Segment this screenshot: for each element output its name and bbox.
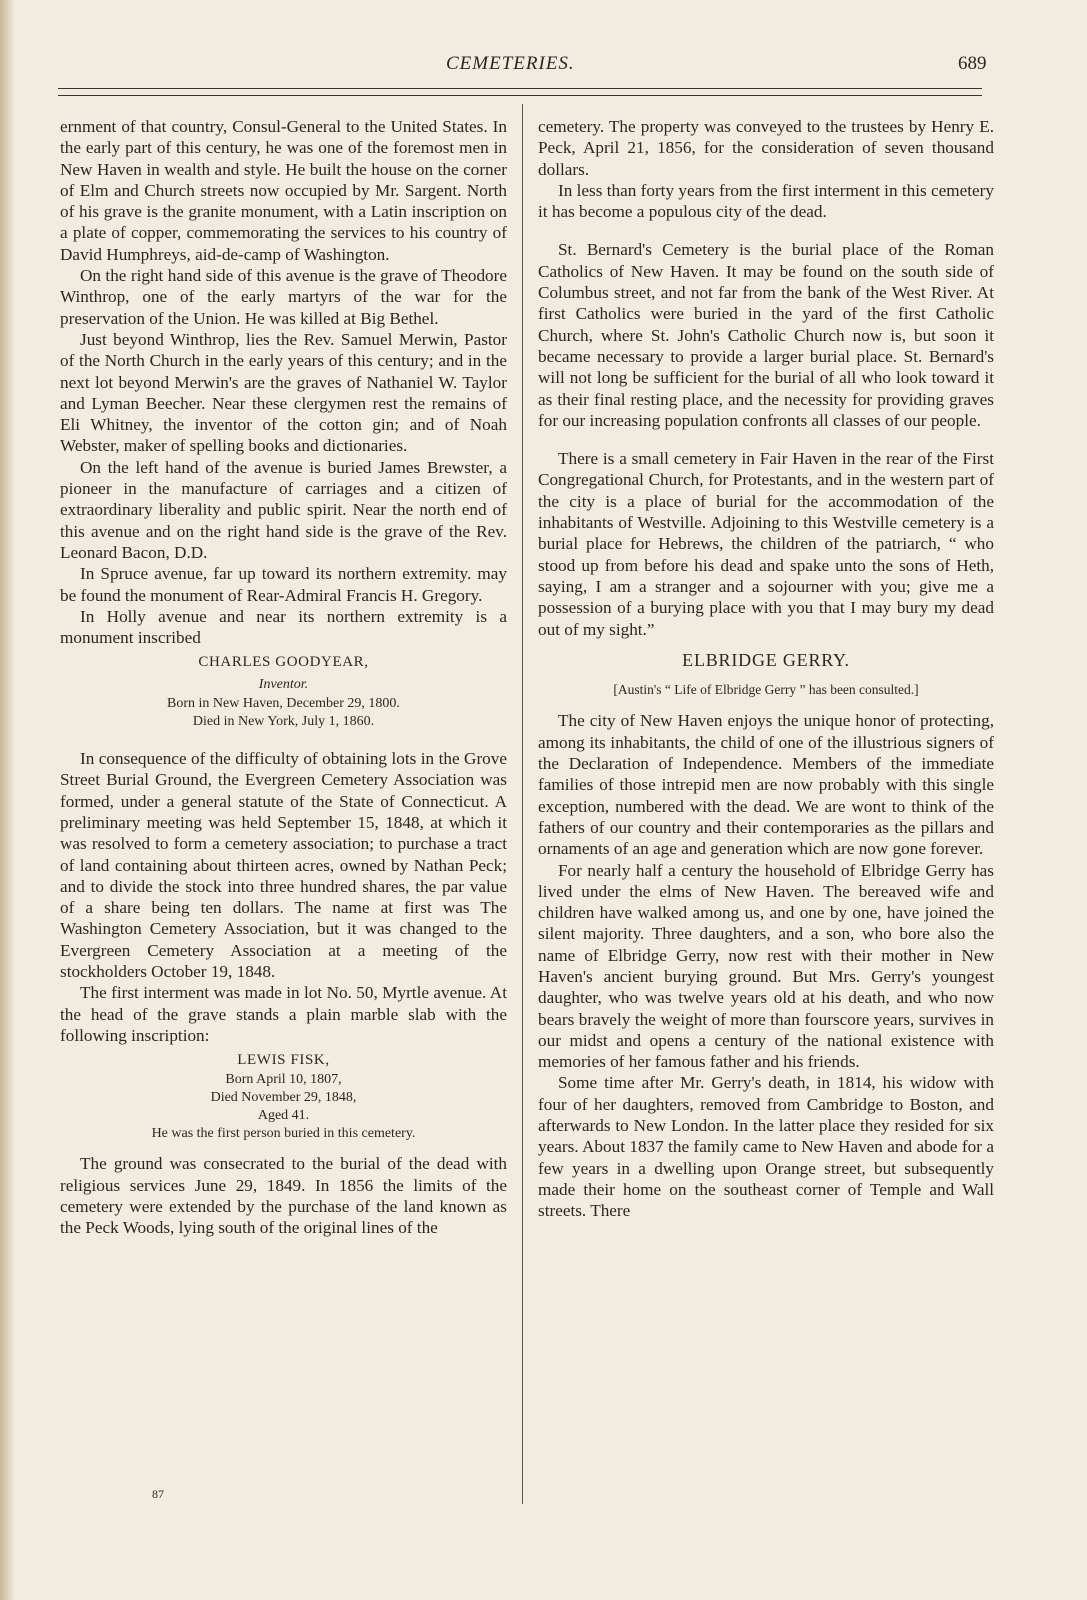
page-title: CEMETERIES. bbox=[446, 53, 575, 74]
inscription-name: LEWIS FISK, bbox=[237, 1052, 330, 1069]
left-column bbox=[60, 116, 507, 1239]
page-number: 689 bbox=[958, 53, 987, 74]
paragraph: For nearly half a century the household of Elbridge Gerry has lived under the elms of New Haven. The bereaved wife and children have walked among us, and one by one, have joined the silent majority. Three daughters, and a son, who bore also the name of Elbridge Gerry, now rest with their mother in New Haven's ancient burying ground. But Mrs. Gerry's youngest daughter, who was twelve years old at his death, and who now bears bravely the weight of more than fourscore years, survives in our midst and opens a century of the national existence with memories of her famous father and his friends. bbox=[538, 860, 994, 1072]
column-divider bbox=[522, 104, 523, 1504]
paragraph: The city of New Haven enjoys the unique honor of protecting, among its inhabitants, the child of one of the illustrious signers of the Declaration of Independence. Members of the immediate families of those intrepid men are now probably with this single exception, numbered with the dead. We are wont to think of the fathers of our country and their contemporaries as the pillars and ornaments of an age and generation which are now gone forever. bbox=[538, 711, 994, 859]
inscription-goodyear bbox=[60, 652, 507, 731]
paragraph: In less than forty years from the first interment in this cemetery it has become a populous city of the dead. bbox=[538, 180, 994, 222]
paragraph: The ground was consecrated to the burial of the dead with religious services June 29, 1849. In 1856 the limits of the cemetery were extended by the purchase of the land known as the Peck Woods, lying south of the original lines of the bbox=[60, 1154, 507, 1238]
paragraph: Some time after Mr. Gerry's death, in 1814, his widow with four of her daughters, removed from Cambridge to Boston, and afterwards to New London. In the latter place they resided for six years. About 1837 the family came to New Haven and abode for a few years in a dwelling upon Orange street, but subsequently made their home on the southeast corner of Temple and Wall streets. There bbox=[538, 1073, 994, 1221]
inscription-note: He was the first person buried in this cemetery. bbox=[151, 1126, 416, 1142]
inscription-role: Inventor. bbox=[258, 676, 309, 692]
inscription-died: Died in New York, July 1, 1860. bbox=[192, 714, 375, 730]
paragraph: ernment of that country, Consul-General to the United States. In the early part of this century, he was one of the foremost men in New Haven in wealth and style. He built the house on the corner of Elm and Church streets now occupied by Mr. Sargent. North of his grave is the granite monument, with a Latin inscription on a plate of copper, commemorating the services to his country of David Humphreys, aid-de-camp of Washington. bbox=[60, 117, 507, 264]
signature-mark: 87 bbox=[152, 1487, 164, 1501]
paragraph: On the left hand of the avenue is buried James Brewster, a pioneer in the manufacture of carriages and a citizen of extraordinary liberality and public spirit. Near the north end of this avenue and on the right hand side is the grave of the Rev. Leonard Bacon, D.D. bbox=[60, 457, 507, 562]
paragraph: Just beyond Winthrop, lies the Rev. Samuel Merwin, Pastor of the North Church in the early years of this century; and in the next lot beyond Merwin's are the graves of Nathaniel W. Taylor and Lyman Beecher. Near these clergymen rest the remains of Eli Whitney, the inventor of the cotton gin; and of Noah Webster, maker of spelling books and dictionaries. bbox=[60, 329, 507, 456]
paragraph: There is a small cemetery in Fair Haven in the rear of the First Congregational Church, for Protestants, and in the western part of the city is a place of burial for the accommodation of the inhabitants of Westville. Adjoining to this Westville cemetery is a burial place for Hebrews, the children of the patriarch, “ who stood up from before his dead and spake unto the sons of Heth, saying, I am a stranger and a sojourner with you; give me a possession of a burying place with you that I may bury my dead out of my sight.” bbox=[538, 449, 994, 639]
section-heading: ELBRIDGE GERRY. bbox=[682, 649, 850, 670]
inscription-fisk bbox=[60, 1050, 507, 1143]
paragraph: The first interment was made in lot No. 50, Myrtle avenue. At the head of the grave stands a plain marble slab with the following inscription: bbox=[60, 983, 507, 1045]
paragraph: cemetery. The property was conveyed to the trustees by Henry E. Peck, April 21, 1856, for the consideration of seven thousand dollars. bbox=[538, 117, 994, 179]
inscription-aged: Aged 41. bbox=[257, 1108, 310, 1124]
inscription-born: Born in New Haven, December 29, 1800. bbox=[167, 696, 400, 712]
header-rule-thin bbox=[58, 95, 982, 96]
inscription-died: Died November 29, 1848, bbox=[210, 1090, 357, 1106]
source-note: [Austin's “ Life of Elbridge Gerry ” has been consulted.] bbox=[613, 682, 919, 698]
paragraph: In consequence of the difficulty of obtaining lots in the Grove Street Burial Ground, the Evergreen Cemetery Association was formed, under a general statute of the State of Connecticut. A preliminary meeting was held September 15, 1848, at which it was resolved to form a cemetery association; to purchase a tract of land containing about thirteen acres, owned by Nathan Peck; and to divide the stock into three hundred shares, the par value of a share being ten dollars. The name at first was The Washington Cemetery Association, but it was changed to the Evergreen Cemetery Association at a meeting of the stockholders October 19, 1848. bbox=[60, 749, 507, 981]
header-rule bbox=[58, 88, 982, 89]
inscription-born: Born April 10, 1807, bbox=[225, 1072, 342, 1088]
paragraph: On the right hand side of this avenue is the grave of Theodore Winthrop, one of the early martyrs of the war for the preservation of the Union. He was killed at Big Bethel. bbox=[60, 266, 507, 328]
page-edge-shadow bbox=[0, 0, 14, 1600]
right-column bbox=[538, 116, 994, 1222]
inscription-name: CHARLES GOODYEAR, bbox=[198, 654, 369, 671]
paragraph: In Holly avenue and near its northern extremity is a monument inscribed bbox=[60, 606, 507, 648]
running-head bbox=[0, 53, 1087, 81]
paragraph: In Spruce avenue, far up toward its northern extremity. may be found the monument of Rear-Admiral Francis H. Gregory. bbox=[60, 564, 507, 605]
paragraph: St. Bernard's Cemetery is the burial place of the Roman Catholics of New Haven. It may be found on the south side of Columbus street, and not far from the bank of the West River. At first Catholics were buried in the yard of the first Catholic Church, where St. John's Catholic Church now is, but soon it became necessary to provide a larger burial place. St. Bernard's will not long be sufficient for the burial of all who look toward it as their final resting place, and the necessity for providing graves for our increasing population confronts all classes of our people. bbox=[538, 240, 994, 430]
